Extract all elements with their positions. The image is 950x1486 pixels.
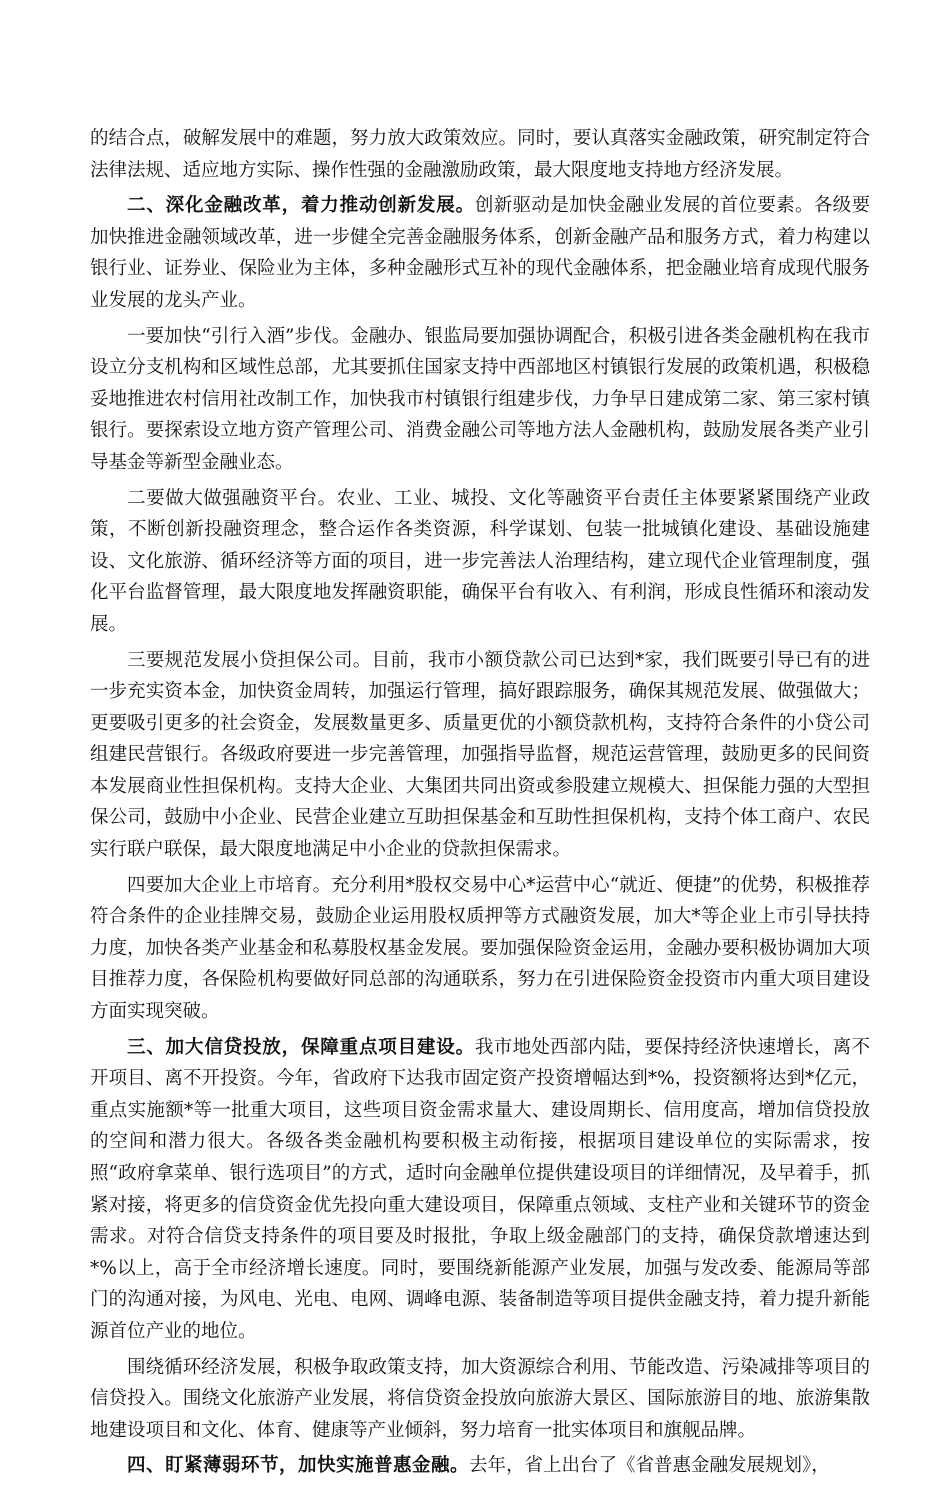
- section-paragraph: [90, 1450, 870, 1482]
- paragraph-text: 围绕循环经济发展，积极争取政策支持，加大资源综合利用、节能改造、污染减排等项目的信贷投入。围绕文化旅游产业发展，将信贷资金投放向旅游大景区、国际旅游目的地、旅游集散地建设项目和文化、体育、健康等产业倾斜，努力培育一批实体项目和旗舰品牌。: [90, 1356, 870, 1441]
- paragraph: [90, 123, 870, 186]
- document-body: [90, 123, 870, 1486]
- paragraph-text: 创新驱动是加快金融业发展的首位要素。各级要加快推进金融领域改革，进一步健全完善金融服务体系，创新金融产品和服务方式，着力构建以银行业、证券业、保险业为主体，多种金融形式互补的现代金融体系，把金融业培育成现代服务业发展的龙头产业。: [90, 195, 870, 311]
- paragraph-text: 三要规范发展小贷担保公司。目前，我市小额贷款公司已达到*家，我们既要引导已有的进一步充实资本金，加快资金周转，加强运行管理，搞好跟踪服务，确保其规范发展、做强做大；更要吸引更多的社会资金，发展数量更多、质量更优的小额贷款机构，支持符合条件的小贷公司组建民营银行。各级政府要进一步完善管理，加强指导监督，规范运营管理，鼓励更多的民间资本发展商业性担保机构。支持大企业、大集团共同出资或参股建立规模大、担保能力强的大型担保公司，鼓励中小企业、民营企业建立互助担保基金和互助性担保机构，支持个体工商户、农民实行联户联保，最大限度地满足中小企业的贷款担保需求。: [90, 649, 870, 861]
- section-heading: 二、深化金融改革，着力推动创新发展。: [127, 195, 475, 217]
- paragraph: [90, 645, 870, 866]
- paragraph: [90, 1352, 870, 1447]
- paragraph-text: 四要加大企业上市培育。充分利用*股权交易中心*运营中心“就近、便捷”的优势，积极推荐符合条件的企业挂牌交易，鼓励企业运用股权质押等方式融资发展，加大*等企业上市引导扶持力度，加快各类产业基金和私募股权基金发展。要加强保险资金运用，金融办要积极协调加大项目推荐力度，各保险机构要做好同总部的沟通联系，努力在引进保险资金投资市内重大项目建设方面实现突破。: [90, 874, 870, 1023]
- section-paragraph: [90, 1032, 870, 1348]
- paragraph-text: 我市地处西部内陆，要保持经济快速增长，离不开项目、离不开投资。今年，省政府下达我市固定资产投资增幅达到*%，投资额将达到*亿元，重点实施额*等一批重大项目，这些项目资金需求量大、建设周期长、信用度高，增加信贷投放的空间和潜力很大。各级各类金融机构要积极主动衔接，根据项目建设单位的实际需求，按照“政府拿菜单、银行选项目”的方式，适时向金融单位提供建设项目的详细情况，及早着手，抓紧对接，将更多的信贷资金优先投向重大建设项目，保障重点领域、支柱产业和关键环节的资金需求。对符合信贷支持条件的项目要及时报批，争取上级金融部门的支持，确保贷款增速达到*%以上，高于全市经济增长速度。同时，要围绕新能源产业发展，加强与发改委、能源局等部门的沟通对接，为风电、光电、电网、调峰电源、装备制造等项目提供金融支持，着力提升新能源首位产业的地位。: [90, 1036, 870, 1342]
- paragraph: [90, 870, 870, 1028]
- paragraph-text: 二要做大做强融资平台。农业、工业、城投、文化等融资平台责任主体要紧紧围绕产业政策，不断创新投融资理念，整合运作各类资源，科学谋划、包装一批城镇化建设、基础设施建设、文化旅游、循环经济等方面的项目，进一步完善法人治理结构，建立现代企业管理制度，强化平台监督管理，最大限度地发挥融资职能，确保平台有收入、有利润，形成良性循环和滚动发展。: [90, 487, 870, 635]
- paragraph: [90, 483, 870, 641]
- paragraph-text: 一要加快“引行入酒”步伐。金融办、银监局要加强协调配合，积极引进各类金融机构在我市设立分支机构和区域性总部，尤其要抓住国家支持中西部地区村镇银行发展的政策机遇，积极稳妥地推进农村信用社改制工作，加快我市村镇银行组建步伐，力争早日建成第二家、第三家村镇银行。要探索设立地方资产管理公司、消费金融公司等地方法人金融机构，鼓励发展各类产业引导基金等新型金融业态。: [90, 325, 870, 473]
- paragraph-text: 去年，省上出台了《省普惠金融发展规划》，: [469, 1455, 830, 1477]
- section-paragraph: [90, 190, 870, 316]
- section-heading: 四、盯紧薄弱环节，加快实施普惠金融。: [127, 1455, 470, 1477]
- paragraph: [90, 321, 870, 479]
- paragraph-text: 的结合点，破解发展中的难题，努力放大政策效应。同时，要认真落实金融政策，研究制定符合法律法规、适应地方实际、操作性强的金融激励政策，最大限度地支持地方经济发展。: [90, 128, 870, 181]
- section-heading: 三、加大信贷投放，保障重点项目建设。: [127, 1036, 475, 1058]
